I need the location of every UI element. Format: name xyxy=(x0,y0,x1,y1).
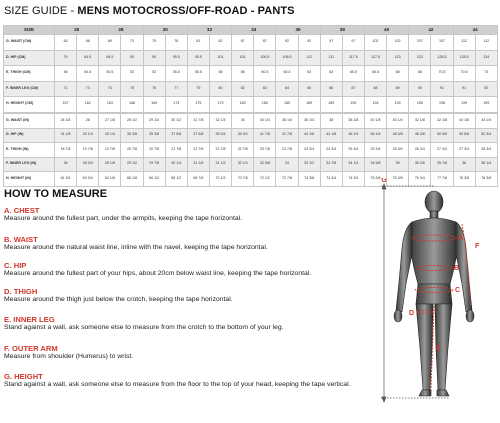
table-cell: 44 1/8 xyxy=(298,128,320,143)
table-cell: 55.5 xyxy=(165,66,187,82)
table-cell: 175 xyxy=(187,97,209,113)
table-cell: 18 7/8 xyxy=(55,143,77,158)
table-cell: 82 xyxy=(232,81,254,97)
table-cell: 180 xyxy=(232,97,254,113)
table-cell: 78 xyxy=(165,35,187,51)
table-cell: 74 3/4 xyxy=(342,172,364,187)
table-cell: 92 xyxy=(298,35,320,51)
size-column-header: 36 xyxy=(276,26,320,35)
page-title xyxy=(4,5,295,17)
measure-description: Measure from shoulder (Humerus) to wrist. xyxy=(4,353,134,360)
table-cell: 80 xyxy=(209,81,231,97)
table-cell: 117.5 xyxy=(342,50,364,66)
table-cell: 184 xyxy=(254,97,276,113)
table-cell: 37 5/8 xyxy=(165,128,187,143)
table-cell: 23 7/8 xyxy=(254,143,276,158)
table-cell: 22 7/8 xyxy=(209,143,231,158)
table-cell: 32 1/4 xyxy=(209,114,231,129)
table-cell: 34 5/8 xyxy=(364,157,386,172)
table-cell: 70 1/2 xyxy=(209,172,231,187)
table-cell: 168 xyxy=(121,97,143,113)
size-header-row xyxy=(4,26,498,35)
measure-item xyxy=(4,372,376,390)
table-cell: 68 xyxy=(387,66,409,82)
row-label: G. WAIST (IN) xyxy=(4,114,55,129)
table-cell: 68 1/2 xyxy=(165,172,187,187)
table-cell: 26 3/4 xyxy=(409,143,431,158)
label-c: C xyxy=(455,287,461,294)
table-cell: 89 xyxy=(387,81,409,97)
row-label: F. INNER LEG (IN) xyxy=(4,157,55,172)
table-cell: 70.5 xyxy=(431,66,453,82)
size-column-header: 34 xyxy=(232,26,276,35)
table-cell: 42 1/8 xyxy=(431,114,453,129)
table-cell: 128.5 xyxy=(431,50,453,66)
table-cell: 21 7/8 xyxy=(165,143,187,158)
measure-item xyxy=(4,235,376,253)
table-cell: 66 xyxy=(77,35,99,51)
table-cell: 77 7/8 xyxy=(431,172,453,187)
table-cell: 24 3/4 xyxy=(298,143,320,158)
size-header-corner: SIZE xyxy=(4,26,55,35)
table-cell: 123 xyxy=(387,50,409,66)
table-cell: 27 1/8 xyxy=(99,114,121,129)
table-cell: 35 3/8 xyxy=(409,157,431,172)
table-cell: 194 xyxy=(387,97,409,113)
table-cell: 33 xyxy=(276,157,298,172)
table-cell: 29 7/8 xyxy=(143,157,165,172)
table-cell: 46 1/4 xyxy=(364,128,386,143)
table-cell: 22 7/8 xyxy=(232,143,254,158)
table-cell: 27 3/4 xyxy=(431,143,453,158)
how-to-measure-heading: HOW TO MEASURE xyxy=(4,188,108,200)
table-cell: 36 1/4 xyxy=(276,114,298,129)
table-cell: 26 xyxy=(77,114,99,129)
table-cell: 36 1/4 xyxy=(298,114,320,129)
table-cell: 46 1/4 xyxy=(342,128,364,143)
table-cell: 68 7/8 xyxy=(187,172,209,187)
table-cell: 157 xyxy=(55,97,77,113)
table-cell: 33 1/2 xyxy=(298,157,320,172)
table-cell: 44 1/8 xyxy=(320,128,342,143)
label-d: D xyxy=(409,310,415,317)
table-cell: 189 xyxy=(320,97,342,113)
table-cell: 70.5 xyxy=(453,66,475,82)
table-row xyxy=(4,114,498,129)
table-cell: 162 xyxy=(77,97,99,113)
table-cell: 33 1/4 xyxy=(99,128,121,143)
table-cell: 87 xyxy=(342,81,364,97)
table-cell: 195 xyxy=(409,97,431,113)
table-cell: 76 3/4 xyxy=(409,172,431,187)
table-cell: 21 7/8 xyxy=(187,143,209,158)
table-cell: 174 xyxy=(165,97,187,113)
measure-title: B. WAIST xyxy=(4,235,38,244)
table-cell: 32 5/8 xyxy=(254,157,276,172)
measure-title: C. HIP xyxy=(4,261,27,270)
table-cell: 50 5/8 xyxy=(453,128,475,143)
table-cell: 35 xyxy=(387,157,409,172)
body-silhouette xyxy=(394,191,474,396)
table-row xyxy=(4,97,498,113)
table-cell: 91 xyxy=(431,81,453,97)
table-cell: 78 3/8 xyxy=(453,172,475,187)
table-cell: 97 xyxy=(320,35,342,51)
table-cell: 31 1/2 xyxy=(209,157,231,172)
table-cell: 19 7/8 xyxy=(77,143,99,158)
table-cell: 35 3/8 xyxy=(143,128,165,143)
table-cell: 79 xyxy=(187,81,209,97)
table-cell: 112 xyxy=(453,35,475,51)
table-cell: 30 1/4 xyxy=(165,157,187,172)
size-column-header: 42 xyxy=(409,26,453,35)
table-cell: 101 xyxy=(209,50,231,66)
table-cell: 65.5 xyxy=(342,66,364,82)
table-cell: 52 3/4 xyxy=(475,128,497,143)
table-cell: 44 1/8 xyxy=(453,114,475,129)
table-cell: 65.5 xyxy=(364,66,386,82)
table-cell: 50.5 xyxy=(99,66,121,82)
table-cell: 36 xyxy=(453,157,475,172)
table-cell: 76 xyxy=(143,81,165,97)
table-cell: 31 1/8 xyxy=(187,157,209,172)
table-cell: 74 3/4 xyxy=(320,172,342,187)
table-cell: 75 xyxy=(121,81,143,97)
measure-description: Measure around the thigh just below the crotch, keeping the tape horizontal. xyxy=(4,296,233,303)
table-cell: 34 xyxy=(232,114,254,129)
table-cell: 26 3/4 xyxy=(387,143,409,158)
table-cell: 84.5 xyxy=(99,50,121,66)
table-cell: 86 xyxy=(320,81,342,97)
size-column-header: 28 xyxy=(99,26,143,35)
measure-title: G. HEIGHT xyxy=(4,372,43,381)
table-cell: 28 1/2 xyxy=(121,114,143,129)
table-row xyxy=(4,35,498,51)
table-cell: 66 1/8 xyxy=(121,172,143,187)
table-cell: 134 xyxy=(475,50,497,66)
table-cell: 79 xyxy=(55,50,77,66)
table-cell: 106.5 xyxy=(254,50,276,66)
measure-description: Stand against a wall, ask someone else to measure from the crotch to the bottom of your leg. xyxy=(4,324,284,331)
size-column-header: 38 xyxy=(320,26,364,35)
table-cell: 72 1/2 xyxy=(254,172,276,187)
table-cell: 60.5 xyxy=(254,66,276,82)
table-cell: 107 xyxy=(409,35,431,51)
table-cell: 53 xyxy=(143,66,165,82)
measure-title: E. INNER LEG xyxy=(4,315,55,324)
table-cell: 95.5 xyxy=(165,50,187,66)
size-table-inches xyxy=(3,113,498,187)
table-cell: 63 3/4 xyxy=(77,172,99,187)
table-cell: 163 xyxy=(99,97,121,113)
table-cell: 63 xyxy=(320,66,342,82)
table-cell: 28 3/4 xyxy=(77,157,99,172)
table-cell: 77 xyxy=(165,81,187,97)
table-cell: 185 xyxy=(276,97,298,113)
table-cell: 90 xyxy=(143,50,165,66)
table-cell: 190 xyxy=(342,97,364,113)
table-cell: 76 3/8 xyxy=(364,172,386,187)
table-cell: 44 1/4 xyxy=(475,114,497,129)
table-cell: 84 xyxy=(276,81,298,97)
table-cell: 107 xyxy=(431,35,453,51)
measure-item xyxy=(4,261,376,279)
table-cell: 31 7/8 xyxy=(187,114,209,129)
table-cell: 40 1/4 xyxy=(387,114,409,129)
table-cell: 25 3/4 xyxy=(342,143,364,158)
table-cell: 29 1/8 xyxy=(99,157,121,172)
size-column-header: 44 xyxy=(453,26,497,35)
table-cell: 39 3/4 xyxy=(209,128,231,143)
table-cell: 95.5 xyxy=(187,50,209,66)
table-cell: 82 xyxy=(209,35,231,51)
table-cell: 28 xyxy=(55,157,77,172)
size-column-header: 40 xyxy=(364,26,408,35)
table-cell: 112 xyxy=(475,35,497,51)
table-cell: 58 xyxy=(232,66,254,82)
table-cell: 54.5 xyxy=(77,66,99,82)
table-cell: 41 7/8 xyxy=(254,128,276,143)
table-cell: 189 xyxy=(298,97,320,113)
title-lead: SIZE GUIDE - xyxy=(4,5,78,17)
table-cell: 37 5/8 xyxy=(187,128,209,143)
row-label: H. HEIGHT (IN) xyxy=(4,172,55,187)
table-row xyxy=(4,157,498,172)
measure-title: D. THIGH xyxy=(4,287,38,296)
table-cell: 123 xyxy=(409,50,431,66)
row-label: D. HIP (IN) xyxy=(4,128,55,143)
table-cell: 39 3/4 xyxy=(232,128,254,143)
table-cell: 117.5 xyxy=(364,50,386,66)
table-cell: 74 3/8 xyxy=(298,172,320,187)
label-b: B xyxy=(454,265,460,272)
table-cell: 40 1/8 xyxy=(364,114,386,129)
row-label: D. HIP (CM) xyxy=(4,50,55,66)
table-row xyxy=(4,50,498,66)
table-cell: 33 1/4 xyxy=(77,128,99,143)
table-cell: 41 7/8 xyxy=(276,128,298,143)
table-cell: 97 xyxy=(342,35,364,51)
table-cell: 38 xyxy=(320,114,342,129)
table-cell: 90 xyxy=(409,81,431,97)
table-cell: 33 7/8 xyxy=(320,157,342,172)
measure-item xyxy=(4,344,376,362)
table-cell: 23 7/8 xyxy=(276,143,298,158)
table-cell: 38 1/8 xyxy=(342,114,364,129)
size-table-cm xyxy=(3,25,498,113)
table-cell: 88 xyxy=(364,81,386,97)
table-row xyxy=(4,81,498,97)
table-cell: 68 xyxy=(409,66,431,82)
table-cell: 24 3/4 xyxy=(320,143,342,158)
table-cell: 69 xyxy=(99,35,121,51)
table-cell: 36 1/4 xyxy=(475,157,497,172)
table-cell: 83 xyxy=(254,81,276,97)
table-cell: 91 xyxy=(453,81,475,97)
table-cell: 66 1/2 xyxy=(143,172,165,187)
table-cell: 87 xyxy=(254,35,276,51)
table-cell: 24 3/4 xyxy=(55,114,77,129)
row-label: G. WAIST (CM) xyxy=(4,35,55,51)
table-cell: 102 xyxy=(387,35,409,51)
label-f: F xyxy=(475,243,480,250)
measure-title: A. CHEST xyxy=(4,206,40,215)
label-e: E xyxy=(436,345,441,352)
table-cell: 48 3/8 xyxy=(409,128,431,143)
table-cell: 30 1/2 xyxy=(165,114,187,129)
measure-item xyxy=(4,287,376,305)
measure-description: Measure around the natural waist line, inline with the navel, keeping the tape horizontal. xyxy=(4,244,268,251)
table-cell: 31 1/8 xyxy=(55,128,77,143)
table-cell: 179 xyxy=(209,97,231,113)
table-cell: 199 xyxy=(453,97,475,113)
measure-item xyxy=(4,206,376,224)
table-cell: 63 xyxy=(298,66,320,82)
table-cell: 102 xyxy=(364,35,386,51)
measure-description: Measure around the fullest part of your hips, about 20cm below waist line, keeping the tape horizontal. xyxy=(4,270,312,277)
table-cell: 194 xyxy=(364,97,386,113)
table-cell: 106.5 xyxy=(276,50,298,66)
table-cell: 34 1/4 xyxy=(254,114,276,129)
table-cell: 90 xyxy=(121,50,143,66)
table-cell: 34 1/4 xyxy=(342,157,364,172)
table-cell: 53 xyxy=(121,66,143,82)
table-cell: 101 xyxy=(232,50,254,66)
table-cell: 199 xyxy=(475,97,497,113)
table-cell: 87 xyxy=(232,35,254,51)
table-cell: 27 3/4 xyxy=(453,143,475,158)
table-cell: 55.5 xyxy=(187,66,209,82)
table-cell: 74 xyxy=(99,81,121,97)
row-label: E. THIGH (CM) xyxy=(4,66,55,82)
table-cell: 73 xyxy=(121,35,143,51)
size-column-header: 26 xyxy=(55,26,99,35)
row-label: E. THIGH (IN) xyxy=(4,143,55,158)
table-cell: 20 7/8 xyxy=(121,143,143,158)
body-measurement-figure xyxy=(372,178,496,418)
table-cell: 73 xyxy=(475,66,497,82)
table-cell: 70 7/8 xyxy=(232,172,254,187)
table-cell: 81 xyxy=(187,35,209,51)
table-cell: 28 3/4 xyxy=(475,143,497,158)
row-label: F. INNER LEG (CM) xyxy=(4,81,55,97)
table-cell: 35 7/8 xyxy=(431,157,453,172)
table-cell: 72 7/8 xyxy=(276,172,298,187)
table-cell: 58 xyxy=(209,66,231,82)
row-label: H. HEIGHT (CM) xyxy=(4,97,55,113)
table-cell: 128.5 xyxy=(453,50,475,66)
table-cell: 112 xyxy=(320,50,342,66)
table-row xyxy=(4,66,498,82)
table-cell: 64 1/8 xyxy=(99,172,121,187)
size-column-header: 30 xyxy=(143,26,187,35)
table-cell: 48 3/8 xyxy=(387,128,409,143)
table-cell: 112 xyxy=(298,50,320,66)
size-column-header: 32 xyxy=(187,26,231,35)
table-cell: 25 3/4 xyxy=(364,143,386,158)
table-row xyxy=(4,143,498,158)
table-cell: 84.5 xyxy=(77,50,99,66)
table-cell: 71 xyxy=(55,81,77,97)
table-cell: 198 xyxy=(431,97,453,113)
table-cell: 32 1/4 xyxy=(232,157,254,172)
table-cell: 85 xyxy=(298,81,320,97)
table-cell: 61 3/4 xyxy=(55,172,77,187)
title-main: MENS MOTOCROSS/OFF-ROAD - PANTS xyxy=(77,5,295,17)
table-cell: 19 7/8 xyxy=(99,143,121,158)
table-cell: 42 1/8 xyxy=(409,114,431,129)
table-row xyxy=(4,128,498,143)
table-cell: 48 xyxy=(55,66,77,82)
table-cell: 92 xyxy=(276,35,298,51)
table-cell: 20 7/8 xyxy=(143,143,165,158)
table-cell: 29 1/2 xyxy=(143,114,165,129)
table-cell: 50 5/8 xyxy=(431,128,453,143)
table-cell: 73 xyxy=(77,81,99,97)
table-cell: 60.5 xyxy=(276,66,298,82)
table-cell: 92 xyxy=(475,81,497,97)
table-cell: 76 3/8 xyxy=(387,172,409,187)
measure-description: Stand against a wall, ask someone else to measure from the floor to the top of your head, keeping the tape vertical. xyxy=(4,381,351,388)
table-cell: 63 xyxy=(55,35,77,51)
label-a: A xyxy=(458,235,464,242)
measure-description: Measure around the fullest part, under the armpits, keeping the tape horizontal. xyxy=(4,215,243,222)
table-cell: 78 3/8 xyxy=(475,172,497,187)
measure-item xyxy=(4,315,376,333)
table-cell: 29 1/2 xyxy=(121,157,143,172)
label-g: G xyxy=(381,178,387,184)
table-cell: 75 xyxy=(143,35,165,51)
table-cell: 35 3/8 xyxy=(121,128,143,143)
table-cell: 169 xyxy=(143,97,165,113)
measure-title: F. OUTER ARM xyxy=(4,344,58,353)
